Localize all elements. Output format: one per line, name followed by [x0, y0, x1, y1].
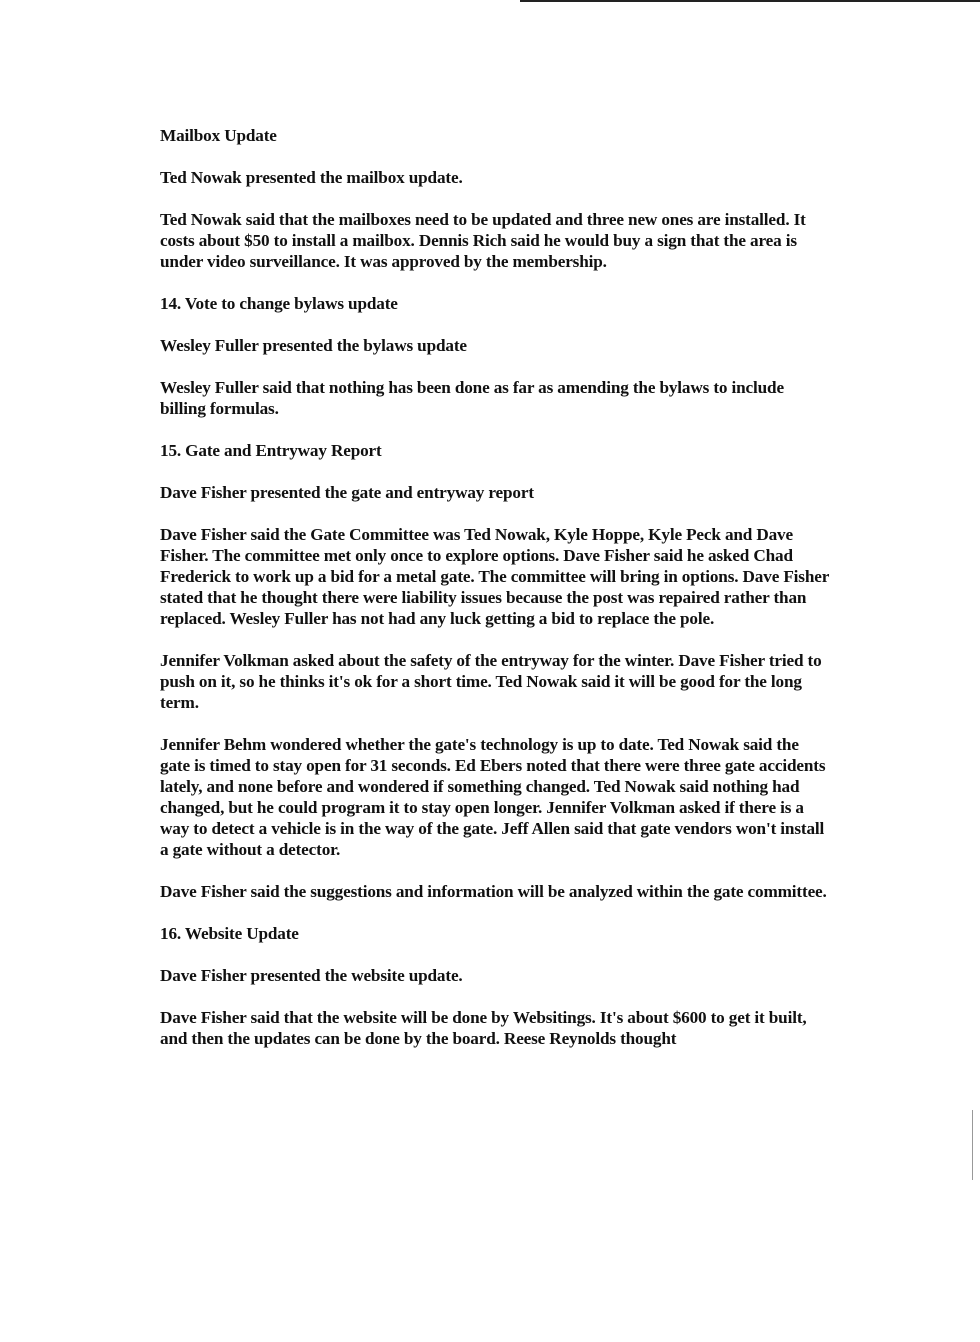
paragraph: Dave Fisher presented the gate and entryway report	[160, 483, 534, 502]
paragraph: Dave Fisher said the suggestions and information will be analyzed within the gate committee.	[160, 882, 827, 901]
heading-bylaws-update: 14. Vote to change bylaws update	[160, 294, 398, 313]
paragraph: Dave Fisher said that the website will be done by Websitings. It's about $600 to get it built, and then the updates can be done by the board. Reese Reynolds thought	[160, 1008, 807, 1048]
scan-top-edge-line	[520, 0, 980, 2]
document-body	[160, 125, 830, 1070]
paragraph: Jennifer Volkman asked about the safety of the entryway for the winter. Dave Fisher tried to push on it, so he thinks it's ok for a short time. Ted Nowak said it will be good for the long term.	[160, 651, 822, 712]
heading-website-update: 16. Website Update	[160, 924, 299, 943]
paragraph: Wesley Fuller said that nothing has been done as far as amending the bylaws to include billing formulas.	[160, 378, 784, 418]
paragraph: Dave Fisher said the Gate Committee was Ted Nowak, Kyle Hoppe, Kyle Peck and Dave Fisher. The committee met only once to explore options. Dave Fisher said he asked Chad Frederick to work up a bid for a metal gate. The committee will bring in options. Dave Fisher stated that he thought there were liability issues because the post was repaired rather than replaced. Wesley Fuller has not had any luck getting a bid to replace the pole.	[160, 525, 829, 628]
paragraph: Wesley Fuller presented the bylaws update	[160, 336, 467, 355]
paragraph: Ted Nowak presented the mailbox update.	[160, 168, 463, 187]
paragraph: Jennifer Behm wondered whether the gate's technology is up to date. Ted Nowak said the gate is timed to stay open for 31 seconds. Ed Ebers noted that there were three gate accidents lately, and none before and wondered if something changed. Ted Nowak said nothing had changed, but he could program it to stay open longer. Jennifer Volkman asked if there is a way to detect a vehicle is in the way of the gate. Jeff Allen said that gate vendors won't install a gate without a detector.	[160, 735, 826, 859]
paragraph: Ted Nowak said that the mailboxes need to be updated and three new ones are installed. It costs about $50 to install a mailbox. Dennis Rich said he would buy a sign that the area is under video surveillance. It was approved by the membership.	[160, 210, 806, 271]
paragraph: Dave Fisher presented the website update.	[160, 966, 463, 985]
heading-mailbox-update: Mailbox Update	[160, 126, 277, 145]
heading-gate-report: 15. Gate and Entryway Report	[160, 441, 382, 460]
scan-right-edge-mark	[972, 1110, 973, 1180]
